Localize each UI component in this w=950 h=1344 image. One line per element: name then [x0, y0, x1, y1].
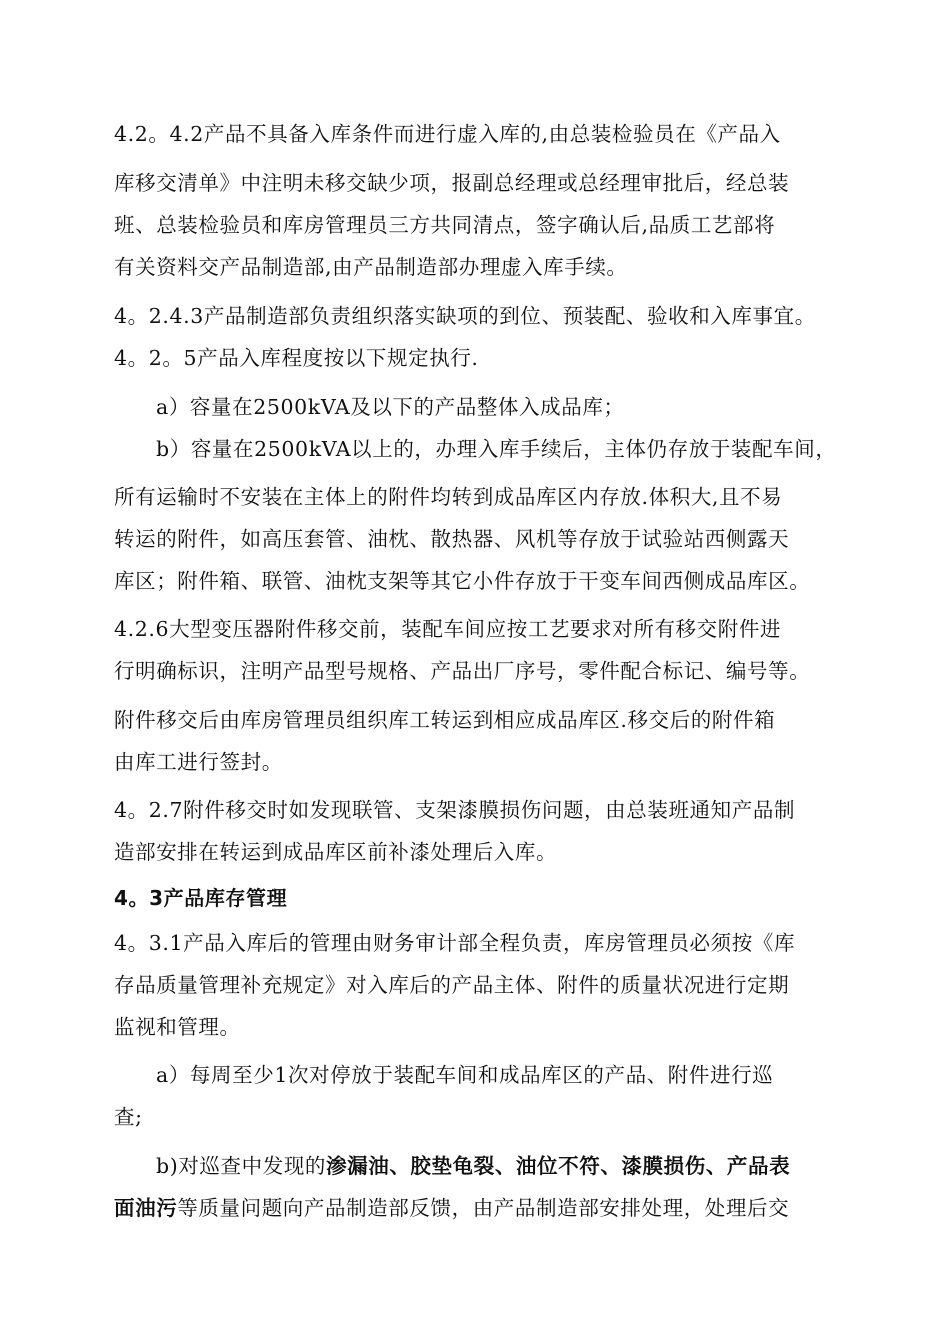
list-item-b: b）容量在2500kVA以上的，办理入库手续后，主体仍存放于装配车间，: [156, 437, 837, 461]
list-item-b: [156, 1152, 790, 1180]
emphasized-issues: 渗漏油、胶垫龟裂、油位不符、漆膜损伤、产品表: [326, 1154, 791, 1178]
paragraph-line: 存品质量管理补充规定》对入库后的产品主体、附件的质量状况进行定期: [114, 973, 790, 997]
paragraph-line: 查;: [114, 1105, 143, 1129]
paragraph-line: 所有运输时不安装在主体上的附件均转到成品库区内存放.体积大,且不易: [114, 485, 783, 509]
paragraph-line: 库区；附件箱、联管、油枕支架等其它小件存放于干变车间西侧成品库区。: [114, 569, 811, 593]
paragraph-line: 班、总装检验员和库房管理员三方共同清点，签字确认后,品质工艺部将: [114, 213, 776, 237]
list-item-a: a）每周至少1次对停放于装配车间和成品库区的产品、附件进行巡: [156, 1063, 774, 1087]
paragraph-line: 4。2。5产品入库程度按以下规定执行.: [114, 346, 479, 370]
paragraph-line: 造部安排在转运到成品库区前补漆处理后入库。: [114, 840, 558, 864]
paragraph-line: 附件移交后由库房管理员组织库工转运到相应成品库区.移交后的附件箱: [114, 708, 776, 732]
paragraph-line: 4。2.7附件移交时如发现联管、支架漆膜损伤问题，由总装班通知产品制: [114, 798, 796, 822]
section-heading: 4。3产品库存管理: [114, 886, 288, 910]
paragraph-line: 转运的附件，如高压套管、油枕、散热器、风机等存放于试验站西侧露天: [114, 527, 790, 551]
list-item-text: 等质量问题向产品制造部反馈，由产品制造部安排处理，处理后交: [177, 1196, 790, 1220]
paragraph-line: 4。2.4.3产品制造部负责组织落实缺项的到位、预装配、验收和入库事宜。: [114, 304, 816, 328]
paragraph-line: 由库工进行签封。: [114, 750, 283, 774]
emphasized-issues: 面油污: [114, 1196, 178, 1220]
paragraph-line: 有关资料交产品制造部,由产品制造部办理虚入库手续。: [114, 255, 628, 279]
paragraph-line: 监视和管理。: [114, 1015, 241, 1039]
paragraph-line: 4。3.1产品入库后的管理由财务审计部全程负责，库房管理员必须按《库: [114, 931, 796, 955]
paragraph-line: 行明确标识，注明产品型号规格、产品出厂序号，零件配合标记、编号等。: [114, 659, 811, 683]
list-item-a: a）容量在2500kVA及以下的产品整体入成品库；: [156, 395, 625, 419]
paragraph-line: 4.2。4.2产品不具备入库条件而进行虚入库的,由总装检验员在《产品入: [114, 122, 781, 146]
paragraph-line: 库移交清单》中注明未移交缺少项，报副总经理或总经理审批后，经总装: [114, 171, 790, 195]
paragraph-line: 4.2.6大型变压器附件移交前，装配车间应按工艺要求对所有移交附件进: [114, 617, 782, 641]
list-item-text: b)对巡查中发现的: [156, 1154, 327, 1178]
paragraph-line: [114, 1194, 789, 1222]
